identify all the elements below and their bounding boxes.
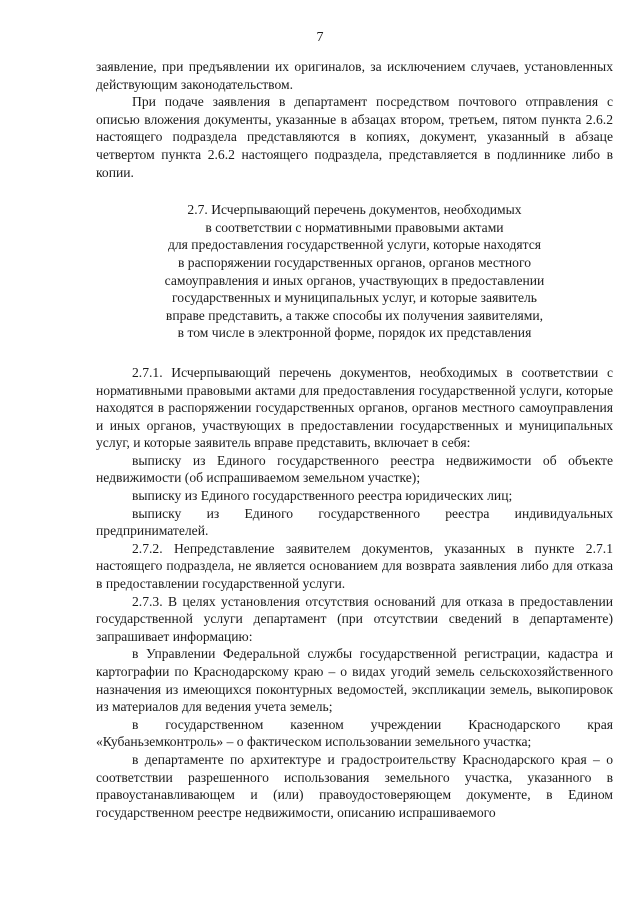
heading-line: для предоставления государственной услуги, которые находятся bbox=[167, 237, 542, 253]
document-body bbox=[96, 58, 613, 821]
heading-line: в том числе в электронной форме, порядок их представления bbox=[177, 325, 532, 341]
page-number: 7 bbox=[316, 30, 324, 45]
heading-line: в соответствии с нормативными правовыми актами bbox=[205, 219, 504, 235]
heading-line: в распоряжении государственных органов, органов местного bbox=[177, 254, 532, 270]
heading-line: государственных и муниципальных услуг, и которые заявитель bbox=[171, 290, 537, 306]
list-item-kubanzemkontrol-request: в государственном казенном учреждении Краснодарского края «Кубаньземконтроль» – о фактическом использовании земельного участка; bbox=[96, 716, 613, 750]
heading-line: 2.7. Исчерпывающий перечень документов, необходимых bbox=[187, 202, 522, 218]
paragraph-continuation: заявление, при предъявлении их оригиналов, за исключением случаев, установленных действующим законодательством. bbox=[96, 59, 613, 92]
paragraph-postal-submission: При подаче заявления в департамент посредством почтового отправления с описью вложения документы, указанные в абзацах втором, третьем, пятом пункта 2.6.2 настоящего подраздела представляются в копиях, документ, указанный в абзаце четвертом пункта 2.6.2 настоящего подраздела, представляется в подлиннике либо в копии. bbox=[96, 94, 613, 180]
heading-line: вправе представить, а также способы их получения заявителями, bbox=[165, 307, 544, 323]
paragraph-2-7-1: 2.7.1. Исчерпывающий перечень документов, необходимых в соответствии с нормативными правовыми актами для предоставления государственной услуги, которые находятся в распоряжении государственных органов, органов местного самоуправления и иных органов, участвующих в предоставлении государственных и муниципальных услуг, и которые заявитель вправе представить, включает в себя: bbox=[96, 364, 613, 451]
list-item-architecture-department-request: в департаменте по архитектуре и градостроительству Краснодарского края – о соответствии разрешенного использования земельного участка, указанного в правоустанавливающем и (или) правоудостоверяющем документе, в Едином государственном реестре недвижимости, описанию испрашиваемого bbox=[96, 751, 613, 820]
section-heading-2-7 bbox=[96, 201, 613, 342]
paragraph-2-7-2: 2.7.2. Непредставление заявителем документов, указанных в пункте 2.7.1 настоящего подраздела, не является основанием для возврата заявления либо для отказа в предоставлении государственной услуги. bbox=[96, 540, 613, 592]
paragraph-2-7-3: 2.7.3. В целях установления отсутствия оснований для отказа в предоставлении государственной услуги департамент (при отсутствии сведений в департаменте) запрашивает информацию: bbox=[96, 593, 613, 644]
list-item-egrip-extract: выписку из Единого государственного реестра индивидуальных предпринимателей. bbox=[96, 505, 613, 539]
list-item-rosreestr-request: в Управлении Федеральной службы государственной регистрации, кадастра и картографии по Краснодарскому краю – о видах угодий земель сельскохозяйственного назначения из имеющихся поконтурных ведомостей, экспликации земель, выкопировок из материалов для ведения учета земель; bbox=[96, 646, 613, 715]
list-item-egrul-extract: выписку из Единого государственного реестра юридических лиц; bbox=[132, 488, 513, 504]
list-item-egrn-extract: выписку из Единого государственного реестра недвижимости об объекте недвижимости (об испрашиваемом земельном участке); bbox=[96, 452, 613, 486]
heading-line: самоуправления и иных органов, участвующих в предоставлении bbox=[164, 272, 545, 288]
